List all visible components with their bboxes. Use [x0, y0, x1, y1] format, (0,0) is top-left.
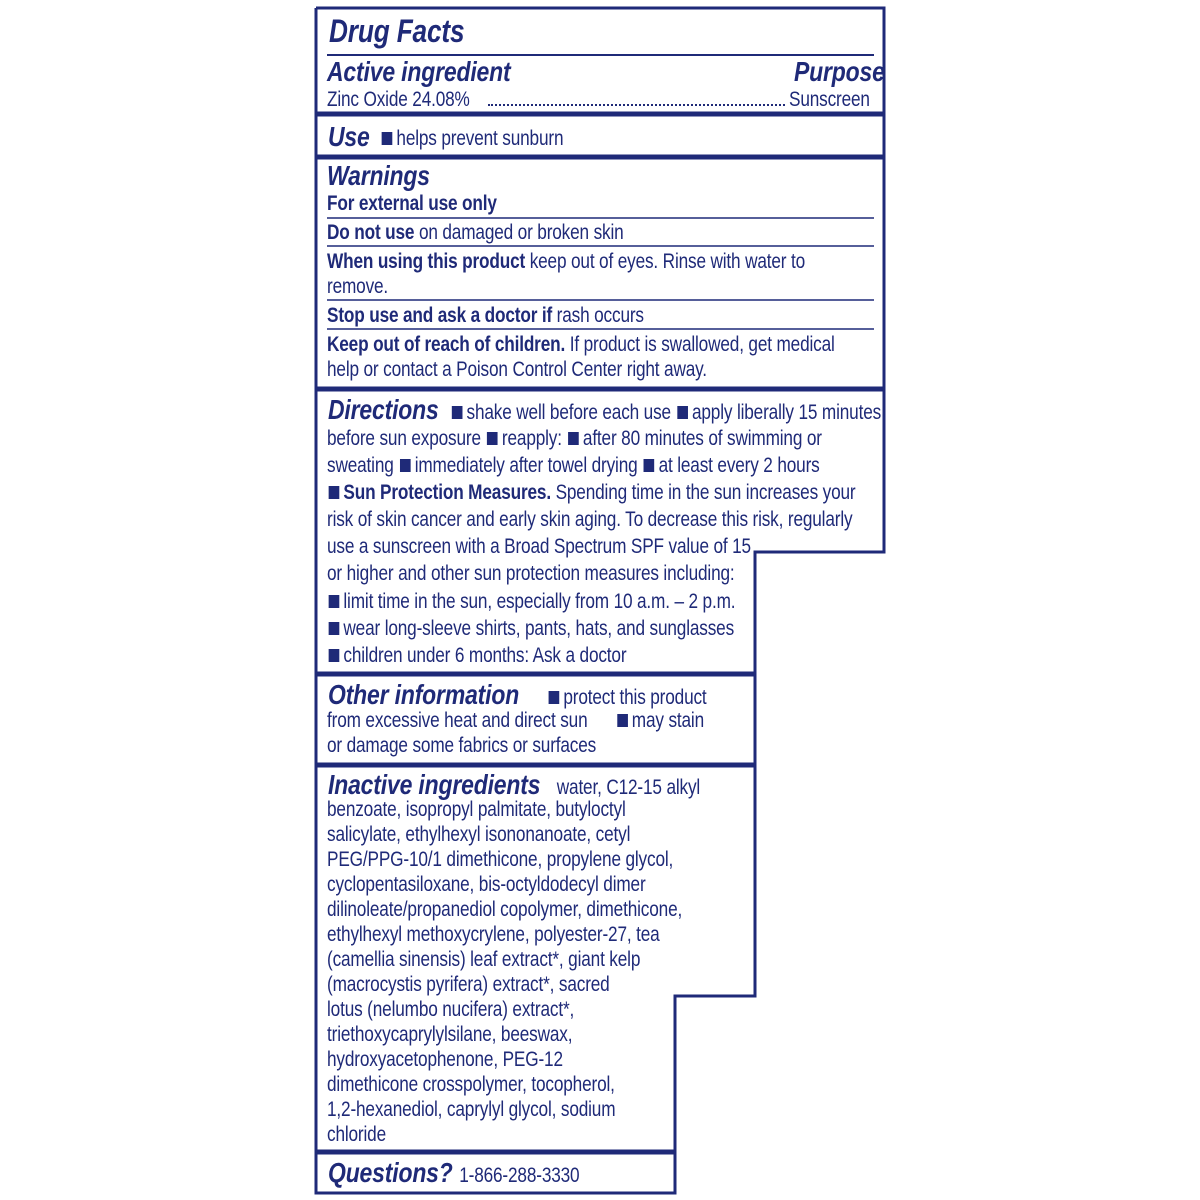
inactive-line: triethoxycaprylylsilane, beeswax, — [327, 1023, 573, 1046]
bullet-square-icon — [568, 432, 579, 445]
bullet-square-icon — [452, 406, 463, 419]
sun-bullet-3: children under 6 months: Ask a doctor — [327, 643, 626, 668]
bullet-square-icon — [487, 432, 498, 445]
directions-line-1: Directions shake well before each use apply liberally 15 minutes — [328, 394, 882, 425]
warnings-keep-out: Keep out of reach of children. If product is swallowed, get medical — [327, 333, 835, 356]
inactive-line: (macrocystis pyrifera) extract*, sacred — [327, 973, 610, 996]
active-ingredient-purpose: Sunscreen — [789, 88, 870, 111]
bullet-square-icon — [549, 691, 560, 704]
other-info-line-1: Other information protect this product — [328, 679, 707, 710]
warnings-stop-use: Stop use and ask a doctor if rash occurs — [327, 304, 644, 327]
drug-facts-title: Drug Facts — [329, 13, 465, 49]
inactive-line: dilinoleate/propanediol copolymer, dimethicone, — [327, 898, 683, 921]
questions-line — [328, 1158, 579, 1188]
bullet-square-icon — [329, 486, 340, 499]
sun-protection-line-4: or higher and other sun protection measures including: — [327, 562, 735, 585]
inactive-line: ethylhexyl methoxycrylene, polyester-27, tea — [327, 923, 660, 946]
warnings-when-using: When using this product keep out of eyes. Rinse with water to — [327, 250, 806, 273]
directions-heading: Directions — [328, 394, 439, 425]
other-info-heading: Other information — [328, 679, 520, 710]
dot-leader — [488, 104, 785, 106]
bullet-square-icon — [329, 622, 340, 635]
warnings-external: For external use only — [327, 192, 497, 215]
inactive-line-0: Inactive ingredients water, C12-15 alkyl — [328, 769, 701, 800]
bullet-square-icon — [400, 459, 411, 472]
sun-protection-line-3: use a sunscreen with a Broad Spectrum SPF value of 15 — [327, 535, 751, 558]
bullet-square-icon — [329, 595, 340, 608]
bullet-square-icon — [644, 459, 655, 472]
other-info-line-3: or damage some fabrics or surfaces — [327, 734, 597, 757]
sun-protection-line-2: risk of skin cancer and early skin aging. To decrease this risk, regularly — [327, 508, 853, 531]
inactive-line: benzoate, isopropyl palmitate, butyloctyl — [327, 798, 626, 821]
inactive-line: (camellia sinensis) leaf extract*, giant kelp — [327, 948, 641, 971]
inactive-heading: Inactive ingredients — [328, 769, 541, 800]
other-info-line-2: from excessive heat and direct sun may stain — [327, 709, 705, 732]
use-text: helps prevent sunburn — [380, 126, 563, 151]
sun-bullet-1: limit time in the sun, especially from 10 a.m. – 2 p.m. — [327, 589, 735, 614]
directions-line-2: before sun exposure reapply: after 80 minutes of swimming or — [327, 427, 822, 450]
warnings-when-using-cont: remove. — [327, 275, 389, 298]
sun-bullet-2: wear long-sleeve shirts, pants, hats, and sunglasses — [327, 616, 734, 641]
inactive-line: chloride — [327, 1123, 387, 1146]
purpose-heading: Purpose — [794, 56, 885, 87]
directions-line-3: sweating immediately after towel drying at least every 2 hours — [327, 454, 820, 477]
use-heading: Use — [328, 121, 370, 152]
sun-protection-line-1: Sun Protection Measures. Spending time in the sun increases your — [327, 480, 855, 505]
inactive-line: 1,2-hexanediol, caprylyl glycol, sodium — [327, 1098, 616, 1121]
bullet-square-icon — [382, 132, 393, 145]
warnings-heading: Warnings — [327, 160, 430, 191]
warnings-do-not-use: Do not use on damaged or broken skin — [327, 221, 624, 244]
inactive-line: salicylate, ethylhexyl isononanoate, cetyl — [327, 823, 631, 846]
bullet-square-icon — [617, 714, 628, 727]
inactive-line: PEG/PPG-10/1 dimethicone, propylene glycol, — [327, 848, 674, 871]
inactive-line: hydroxyacetophenone, PEG-12 — [327, 1048, 563, 1071]
questions-phone: 1-866-288-3330 — [459, 1164, 580, 1187]
inactive-line: lotus (nelumbo nucifera) extract*, — [327, 998, 575, 1021]
bullet-square-icon — [677, 406, 688, 419]
inactive-line: cyclopentasiloxane, bis-octyldodecyl dimer — [327, 873, 646, 896]
inactive-line: dimethicone crosspolymer, tocopherol, — [327, 1073, 615, 1096]
questions-heading: Questions? — [328, 1157, 453, 1188]
warnings-keep-out-cont: help or contact a Poison Control Center right away. — [327, 358, 707, 381]
bullet-square-icon — [329, 649, 340, 662]
active-ingredient-name: Zinc Oxide 24.08% — [327, 88, 470, 111]
active-ingredient-heading: Active ingredient — [327, 56, 511, 87]
